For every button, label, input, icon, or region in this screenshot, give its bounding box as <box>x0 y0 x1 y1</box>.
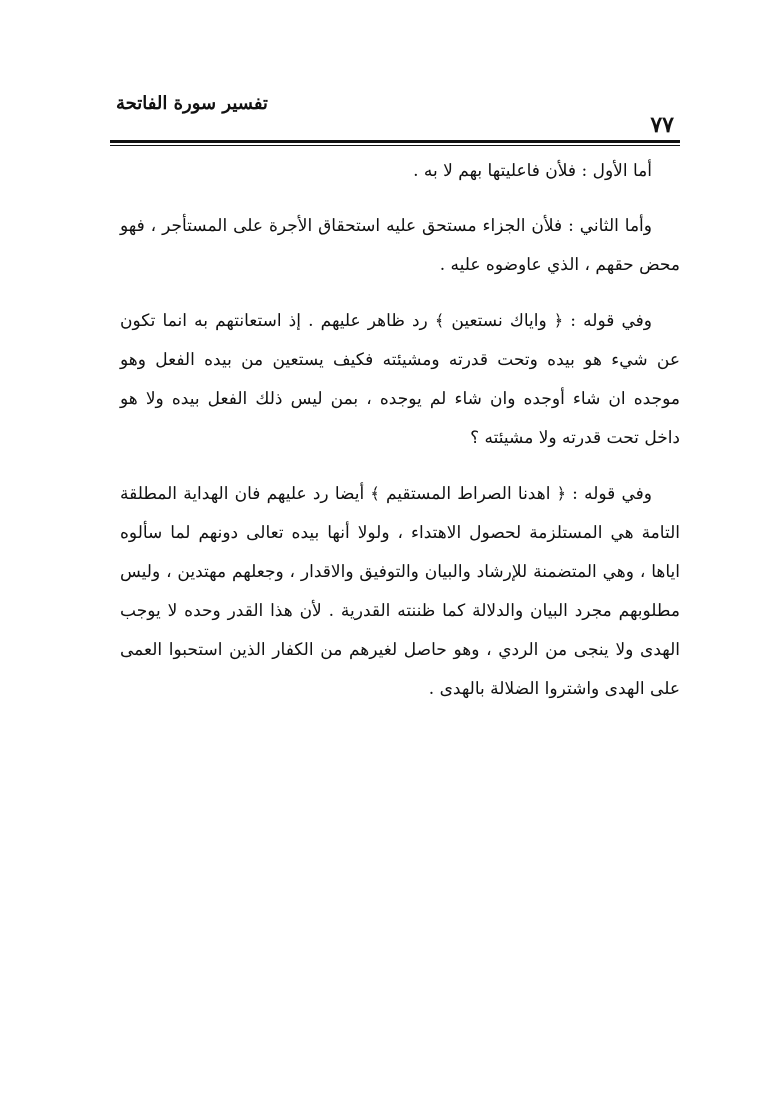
quran-quote: اهدنا الصراط المستقيم <box>379 484 557 504</box>
header-rule-thick <box>110 140 680 143</box>
quran-quote: واياك نستعين <box>444 311 554 331</box>
paragraph-3-lead: وفي قوله : <box>563 311 652 331</box>
paragraph-4 <box>120 474 680 709</box>
paragraph-2: وأما الثاني : فلأن الجزاء مستحق عليه استحقاق الأجرة على المستأجر ، فهو محض حقهم ، الذي عاوضوه عليه . <box>120 216 680 275</box>
ornate-bracket-open: ﴿ <box>553 311 564 330</box>
page-header <box>110 84 680 146</box>
body-text <box>120 152 680 725</box>
page-number: ٧٧ <box>650 112 674 138</box>
header-rule-thin <box>110 145 680 146</box>
ornate-bracket-close: ﴾ <box>434 311 445 330</box>
ornate-bracket-open: ﴿ <box>556 484 566 503</box>
paragraph-4-rest: أيضا رد عليهم فان الهداية المطلقة التامة هي المستلزمة لحصول الاهتداء ، ولولا أنها بيده تعالى دونهم لما سألوه اياها ، وهي المتضمنة للإرشاد والبيان والتوفيق والاقدار ، وجعلهم مهتدين ، وليس مطلوبهم مجرد البيان والدلالة كما ظننته القدرية . لأن هذا القدر وحده لا يوجب الهدى ولا ينجى من الردي ، وهو حاصل لغيرهم من الكفار الذين استحبوا العمى على الهدى واشتروا الضلالة بالهدى . <box>120 484 680 699</box>
paragraph-3-rest: رد ظاهر عليهم . إذ استعانتهم به انما تكون عن شيء هو بيده وتحت قدرته ومشيئته فكيف يستعين من بيده الفعل وهو موجده ان شاء أوجده وان شاء لم يوجده ، بمن ليس ذلك الفعل بيده ولا هو داخل تحت قدرته ولا مشيئته ؟ <box>120 311 680 448</box>
ornate-bracket-close: ﴾ <box>370 484 380 503</box>
running-title: تفسير سورة الفاتحة <box>116 93 268 114</box>
paragraph-1: أما الأول : فلأن فاعليتها بهم لا به . <box>413 161 652 181</box>
paragraph-4-lead: وفي قوله : <box>565 484 652 504</box>
paragraph-3 <box>120 301 680 458</box>
